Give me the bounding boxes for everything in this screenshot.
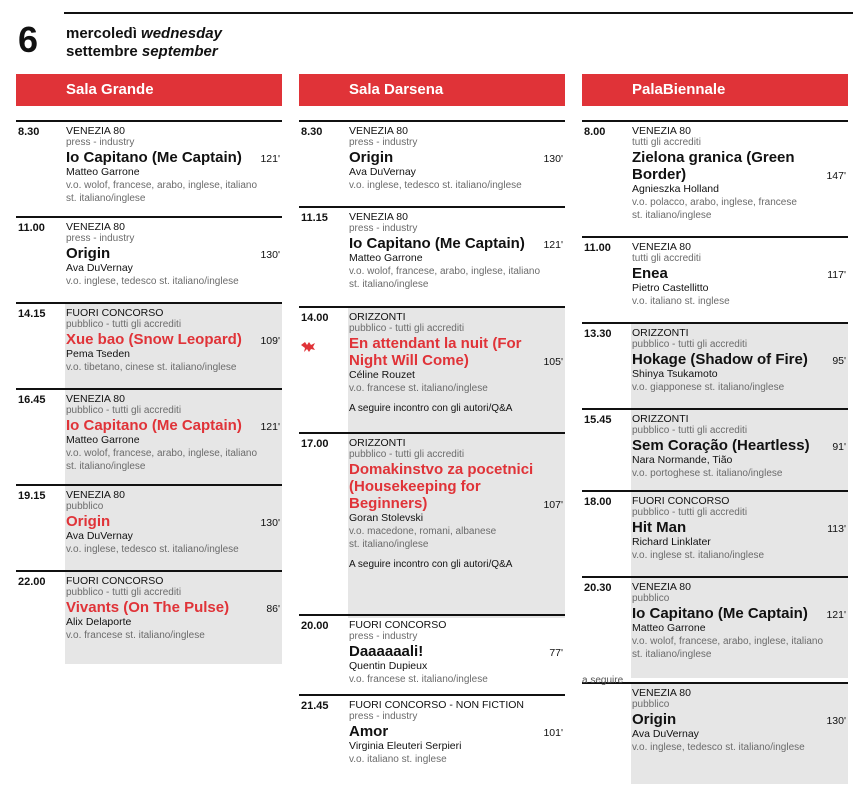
film-duration: 130' [260,249,280,261]
event-item[interactable] [582,120,848,238]
top-rule [64,12,853,14]
film-title[interactable]: Io Capitano (Me Captain) [632,605,808,622]
event-info [348,696,565,778]
film-languages: v.o. francese st. italiano/inglese [349,674,488,685]
winged-lion-icon [300,341,316,353]
film-title[interactable]: Sem Coração (Heartless) [632,437,810,454]
film-languages: v.o. wolof, francese, arabo, inglese, italiano [632,636,824,647]
event-item[interactable] [582,408,848,492]
film-subtitles: st. italiano/inglese [66,193,146,204]
event-access: pubblico - tutti gli accrediti [66,587,182,598]
event-info [65,486,282,572]
film-title[interactable]: Domakinstvo za pocetnici (Housekeeping for Beginners) [349,461,534,512]
event-section: VENEZIA 80 [66,125,125,137]
title-row [349,461,565,512]
film-duration: 105' [543,356,563,368]
film-subtitles: st. italiano/inglese [349,279,429,290]
film-duration: 113' [827,523,846,535]
film-director: Agnieszka Holland [632,183,719,195]
film-duration: 77' [549,647,563,659]
event-time: 14.00 [301,312,329,324]
event-section: FUORI CONCORSO [66,575,164,587]
event-time: 18.00 [584,496,612,508]
a-seguire-label: a seguire [582,675,624,686]
event-time: 11.00 [18,222,45,234]
event-access: pubblico [632,699,670,710]
event-info [65,304,282,390]
event-item[interactable] [582,682,848,784]
event-item[interactable] [582,322,848,410]
film-languages: v.o. inglese, tedesco st. italiano/inglese [66,544,239,555]
film-duration: 107' [543,499,563,511]
event-time: 19.15 [18,490,46,502]
event-info [65,218,282,304]
title-row [66,513,282,530]
film-languages: v.o. inglese st. italiano/inglese [632,550,765,561]
film-title[interactable]: Vivants (On The Pulse) [66,599,230,616]
film-duration: 109' [260,335,280,347]
event-section: VENEZIA 80 [349,211,408,223]
event-access: press - industry [349,137,418,148]
film-director: Ava DuVernay [66,530,133,542]
film-subtitles: st. italiano/inglese [66,461,146,472]
film-languages: v.o. inglese, tedesco st. italiano/inglese [632,742,805,753]
film-languages: v.o. tibetano, cinese st. italiano/inglese [66,362,237,373]
event-section: VENEZIA 80 [632,687,691,699]
event-item[interactable] [299,432,565,618]
event-info [348,434,565,618]
qa-note: A seguire incontro con gli autori/Q&A [349,403,513,414]
film-languages: v.o. francese st. italiano/inglese [66,630,205,641]
event-info [631,410,848,492]
month-en: september [141,43,218,60]
event-access: tutti gli accrediti [632,137,701,148]
event-item[interactable] [16,484,282,572]
event-access: tutti gli accrediti [632,253,701,264]
event-item[interactable] [16,216,282,304]
event-info [348,122,565,208]
event-access: pubblico - tutti gli accrediti [632,339,748,350]
film-director: Matteo Garrone [66,166,140,178]
film-languages: v.o. polacco, arabo, inglese, francese [632,197,797,208]
event-section: FUORI CONCORSO [66,307,164,319]
event-section: VENEZIA 80 [66,221,125,233]
title-row [632,437,848,454]
venue-header: Sala Grande [16,74,282,106]
film-duration: 95' [832,355,846,367]
event-section: ORIZZONTI [632,413,689,425]
event-time: 8.30 [301,126,323,138]
event-time: 15.45 [584,414,612,426]
film-director: Matteo Garrone [66,434,140,446]
film-title[interactable]: Origin [632,711,677,728]
event-item[interactable] [582,236,848,324]
film-director: Shinya Tsukamoto [632,368,718,380]
film-director: Ava DuVernay [349,166,416,178]
event-access: pubblico - tutti gli accrediti [66,405,182,416]
title-row [349,723,565,740]
title-row [349,149,565,166]
event-section: FUORI CONCORSO [632,495,730,507]
month [66,43,218,60]
event-access: press - industry [349,711,418,722]
film-subtitles: st. italiano/inglese [349,539,429,550]
film-duration: 147' [826,170,846,182]
event-info [631,684,848,784]
event-section: ORIZZONTI [632,327,689,339]
film-duration: 121' [260,421,280,433]
event-time: 8.00 [584,126,606,138]
event-item[interactable] [299,120,565,208]
event-time: 11.15 [301,212,328,224]
film-title[interactable]: Hokage (Shadow of Fire) [632,351,808,368]
event-time: 11.00 [584,242,611,254]
event-section: FUORI CONCORSO [349,619,447,631]
event-access: pubblico [632,593,670,604]
film-languages: v.o. italiano st. inglese [632,296,730,307]
film-duration: 121' [543,239,563,251]
film-title[interactable]: Zielona granica (Green Border) [632,149,795,183]
event-item[interactable] [582,576,848,678]
event-section: ORIZZONTI [349,437,406,449]
film-languages: v.o. wolof, francese, arabo, inglese, italiano [66,448,258,459]
weekday-en: wednesday [141,25,222,42]
film-duration: 86' [266,603,280,615]
event-info [631,492,848,578]
column-sala-darsena [299,74,565,765]
film-languages: v.o. italiano st. inglese [349,754,447,765]
event-item[interactable] [299,206,565,308]
event-time: 13.30 [584,328,612,340]
title-row [66,245,282,262]
film-languages: v.o. inglese, tedesco st. italiano/inglese [349,180,522,191]
event-item[interactable] [582,490,848,578]
event-info [631,238,848,324]
event-access: press - industry [66,137,135,148]
film-title[interactable]: Hit Man [632,519,687,536]
film-duration: 117' [827,269,846,281]
film-director: Pietro Castellitto [632,282,709,294]
film-director: Matteo Garrone [349,252,423,264]
film-director: Pema Tseden [66,348,131,360]
film-languages: v.o. portoghese st. italiano/inglese [632,468,783,479]
event-info [65,572,282,664]
film-title[interactable]: Origin [66,245,111,262]
film-languages: v.o. wolof, francese, arabo, inglese, italiano [66,180,258,191]
film-languages: v.o. inglese, tedesco st. italiano/inglese [66,276,239,287]
event-time: 20.30 [584,582,612,594]
event-section: VENEZIA 80 [66,489,125,501]
film-director: Matteo Garrone [632,622,706,634]
title-row [66,149,282,166]
film-director: Goran Stolevski [349,512,424,524]
film-duration: 91' [832,441,846,453]
event-time: 22.00 [18,576,46,588]
film-languages: v.o. macedone, romani, albanese [349,526,497,537]
event-access: pubblico - tutti gli accrediti [349,449,465,460]
event-section: VENEZIA 80 [632,125,691,137]
event-time: 17.00 [301,438,329,450]
film-director: Alix Delaporte [66,616,132,628]
film-title[interactable]: Io Capitano (Me Captain) [349,235,525,252]
film-subtitles: st. italiano/inglese [632,649,712,660]
film-director: Ava DuVernay [66,262,133,274]
title-row [632,711,848,728]
month-it: settembre [66,43,138,60]
film-title[interactable]: Amor [349,723,389,740]
film-duration: 121' [260,153,280,165]
event-item[interactable] [16,388,282,488]
event-item[interactable] [299,614,565,690]
event-time: 21.45 [301,700,329,712]
event-info [348,616,565,690]
event-item[interactable] [299,694,565,778]
event-item[interactable] [16,570,282,664]
event-info [65,390,282,488]
event-info [348,308,565,434]
event-section: ORIZZONTI [349,311,406,323]
film-title[interactable]: Origin [66,513,111,530]
event-info [631,324,848,410]
event-time: 16.45 [18,394,46,406]
event-access: pubblico - tutti gli accrediti [632,425,748,436]
title-row [349,335,565,369]
film-subtitles: st. italiano/inglese [632,210,712,221]
event-time: 20.00 [301,620,329,632]
event-access: pubblico - tutti gli accrediti [632,507,748,518]
film-director: Céline Rouzet [349,369,415,381]
film-director: Richard Linklater [632,536,711,548]
film-duration: 121' [826,609,846,621]
film-title[interactable]: Origin [349,149,394,166]
event-section: VENEZIA 80 [632,241,691,253]
film-director: Ava DuVernay [632,728,699,740]
film-duration: 130' [543,153,563,165]
event-access: press - industry [349,631,418,642]
film-title[interactable]: Daaaaaali! [349,643,424,660]
title-row [632,149,848,183]
film-languages: v.o. francese st. italiano/inglese [349,383,488,394]
title-row [632,605,848,622]
film-duration: 130' [260,517,280,529]
event-time: 14.15 [18,308,46,320]
film-title[interactable]: Io Capitano (Me Captain) [66,149,242,166]
weekday-it: mercoledì [66,25,137,42]
weekday [66,25,222,42]
event-time: 8.30 [18,126,40,138]
venue-header: PalaBiennale [582,74,848,106]
film-languages: v.o. wolof, francese, arabo, inglese, italiano [349,266,541,277]
event-item[interactable] [299,306,565,434]
film-duration: 101' [543,727,563,739]
event-access: press - industry [349,223,418,234]
event-section: FUORI CONCORSO - NON FICTION [349,699,524,711]
event-item[interactable] [16,120,282,220]
film-title[interactable]: En attendant la nuit (For Night Will Come) [349,335,522,369]
film-duration: 130' [826,715,846,727]
qa-note: A seguire incontro con gli autori/Q&A [349,559,513,570]
title-row [349,643,565,660]
event-section: VENEZIA 80 [66,393,125,405]
column-sala-grande [16,74,282,641]
film-director: Quentin Dupieux [349,660,428,672]
event-section: VENEZIA 80 [632,581,691,593]
event-access: pubblico - tutti gli accrediti [66,319,182,330]
title-row [349,235,565,252]
day-number: 6 [18,19,39,60]
venue-header: Sala Darsena [299,74,565,106]
film-languages: v.o. giapponese st. italiano/inglese [632,382,785,393]
event-item[interactable] [16,302,282,390]
film-director: Virginia Eleuteri Serpieri [349,740,462,752]
title-row [66,331,282,348]
title-row [66,599,282,616]
event-info [631,578,848,678]
event-info [348,208,565,308]
film-director: Nara Normande, Tião [632,454,733,466]
title-row [632,351,848,368]
film-title[interactable]: Io Capitano (Me Captain) [66,417,242,434]
title-row [66,417,282,434]
film-title[interactable]: Enea [632,265,668,282]
title-row [632,265,848,282]
event-section: VENEZIA 80 [349,125,408,137]
event-info [631,122,848,238]
film-title[interactable]: Xue bao (Snow Leopard) [66,331,242,348]
event-access: pubblico [66,501,104,512]
event-access: pubblico - tutti gli accrediti [349,323,465,334]
event-info [65,122,282,220]
event-access: press - industry [66,233,135,244]
title-row [632,519,848,536]
